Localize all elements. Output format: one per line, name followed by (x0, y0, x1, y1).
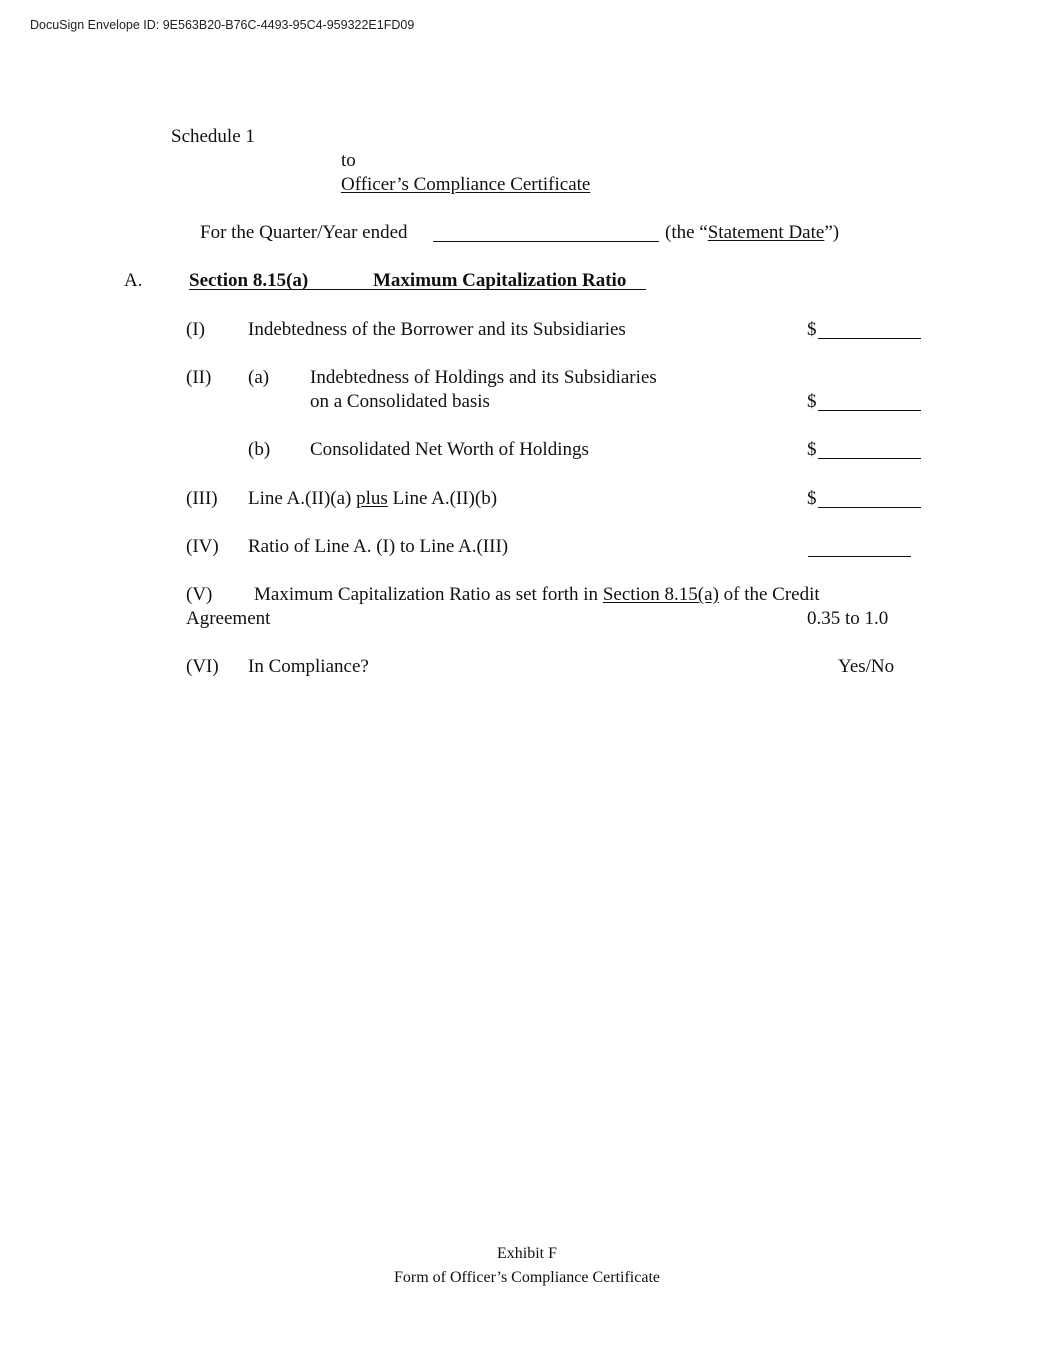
paren-close: ”) (824, 222, 840, 243)
item-iii-dollar: $ (807, 488, 817, 509)
schedule-label: Schedule 1 (171, 126, 255, 147)
item-ii-b-dollar: $ (807, 439, 817, 460)
item-iii-plus: plus (356, 488, 388, 509)
item-vi-number: (VI) (186, 656, 219, 677)
statement-date-term: Statement Date (707, 222, 825, 243)
item-ii-a-text-line1: Indebtedness of Holdings and its Subsidiaries (310, 367, 657, 388)
statement-date-definition (665, 223, 839, 242)
item-ii-a-text-line2: on a Consolidated basis (310, 391, 490, 412)
item-v-section-ref: Section 8.15(a) (602, 584, 719, 605)
paren-open: (the “ (665, 222, 708, 243)
item-ii-b-text: Consolidated Net Worth of Holdings (310, 439, 589, 460)
item-ii-b-number: (b) (248, 439, 271, 460)
schedule-to: to (341, 150, 356, 171)
item-iii-text-pre: Line A.(II)(a) (248, 488, 357, 509)
item-vi-text: In Compliance? (248, 656, 369, 677)
section-title: Maximum Capitalization Ratio (373, 270, 627, 291)
item-ii-a-dollar: $ (807, 391, 817, 412)
item-iii-blank (818, 507, 921, 508)
item-iii-text-post: Line A.(II)(b) (387, 488, 498, 509)
item-vi-value: Yes/No (838, 656, 895, 677)
item-v-number: (V) (186, 584, 213, 605)
quarter-date-blank (433, 241, 659, 242)
item-v-text-line2: Agreement (186, 608, 271, 629)
item-v-text (254, 585, 820, 604)
certificate-title: Officer’s Compliance Certificate (341, 174, 591, 195)
item-v-text-pre: Maximum Capitalization Ratio as set forth in (254, 584, 603, 605)
item-ii-a-number: (a) (248, 367, 270, 388)
item-ii-b-blank (818, 458, 921, 459)
item-i-number: (I) (186, 319, 205, 340)
footer-form-title: Form of Officer’s Compliance Certificate (394, 1269, 660, 1286)
section-number: Section 8.15(a) (189, 270, 309, 291)
item-i-text: Indebtedness of the Borrower and its Subsidiaries (248, 319, 626, 340)
docusign-envelope-id: DocuSign Envelope ID: 9E563B20-B76C-4493-95C4-959322E1FD09 (30, 18, 415, 32)
footer-exhibit: Exhibit F (496, 1245, 557, 1262)
item-iv-blank (808, 556, 911, 557)
section-letter: A. (124, 270, 143, 291)
item-ii-number: (II) (186, 367, 212, 388)
item-ii-a-blank (818, 410, 921, 411)
item-v-text-post: of the Credit (718, 584, 820, 605)
item-i-dollar: $ (807, 319, 817, 340)
item-iii-number: (III) (186, 488, 218, 509)
item-iv-number: (IV) (186, 536, 219, 557)
item-v-ratio-value: 0.35 to 1.0 (807, 608, 889, 629)
quarter-prefix: For the Quarter/Year ended (200, 222, 408, 243)
item-i-blank (818, 338, 921, 339)
item-iii-text (248, 489, 497, 508)
item-iv-text: Ratio of Line A. (I) to Line A.(III) (248, 536, 509, 557)
